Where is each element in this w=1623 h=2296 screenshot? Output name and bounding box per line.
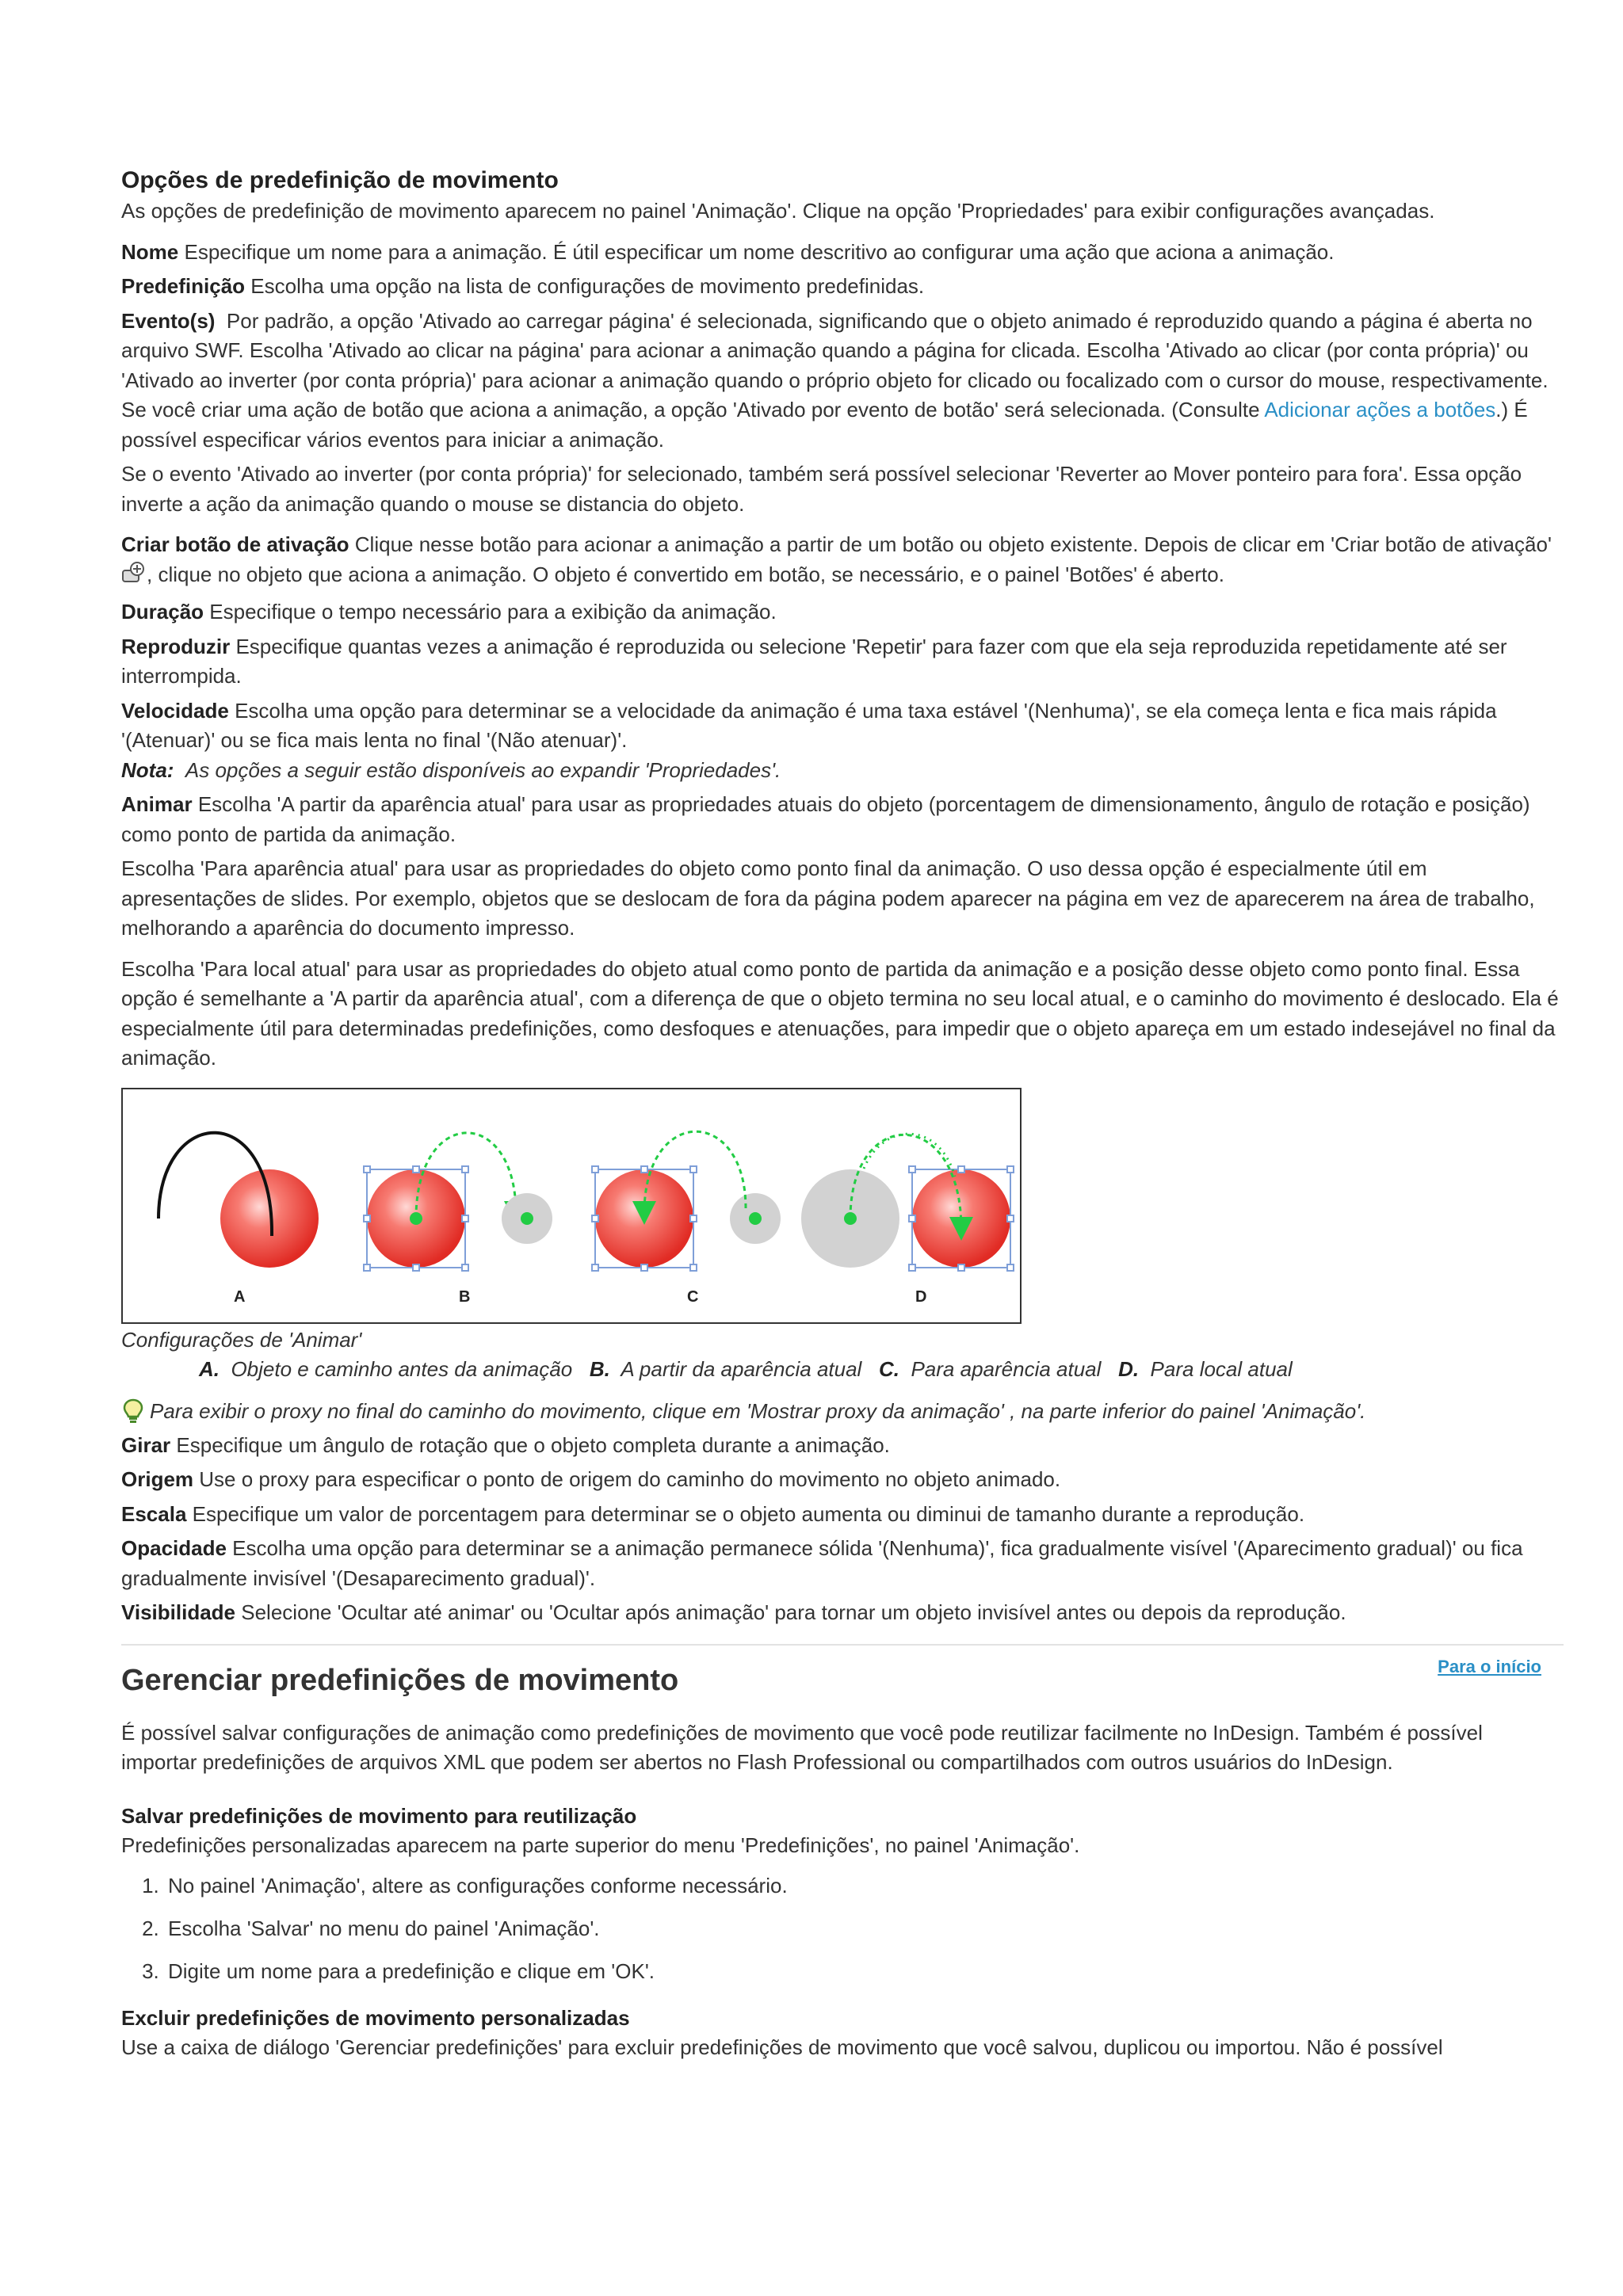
- create-button-trigger-icon: [121, 561, 147, 593]
- figure-label-b: B: [459, 1287, 471, 1306]
- term-origem: Origem: [121, 1467, 194, 1491]
- figure-panel-d: [801, 1134, 1014, 1306]
- desc-origem: Use o proxy para especificar o ponto de origem do caminho do movimento no objeto animado.: [199, 1467, 1061, 1491]
- desc-eventos-1: Por padrão, a opção 'Ativado ao carregar página' é selecionada, significando que o objeto animado é reproduzido quando a página é aberta no arquivo SWF. Escolha 'Ativado ao clicar na página' para acionar a animação quando a página for clicada. Escolha 'Ativado ao clicar (por conta própria)' ou 'Ativado ao inverter (por conta própria)' para acionar a animação quando o próprio objeto for clicado ou focalizado com o cursor do mouse, respectivamente. Se você criar uma ação de botão que aciona a animação, a opção 'Ativado por evento de botão' será selecionada. (Consulte: [121, 308, 1549, 421]
- desc-criar-botao-1: Clique nesse botão para acionar a animação a partir de um botão ou objeto existente. Depois de clicar em 'Criar botão de ativação': [354, 532, 1552, 556]
- term-duracao: Duração: [121, 600, 204, 624]
- term-animar: Animar: [121, 792, 193, 816]
- option-eventos: [121, 307, 1564, 456]
- option-nome: [121, 238, 1564, 268]
- figure-panel-b: [364, 1132, 552, 1305]
- option-visibilidade: [121, 1598, 1564, 1628]
- animar-paragraph-3: Escolha 'Para local atual' para usar as propriedades do objeto atual como ponto de partida da animação e a posição desse objeto como ponto final. Essa opção é semelhante a 'A partir da aparência atual', com a diferença de que o objeto termina no seu local atual, e o caminho do movimento é deslocado. Ela é especialmente útil para determinadas predefinições, como desfoques e atenuações, para impedir que o objeto apareça em um estado indesejável no final da animação.: [121, 956, 1559, 1070]
- desc-nome: Especifique um nome para a animação. É útil especificar um nome descritivo ao configurar uma ação que aciona a animação.: [184, 239, 1335, 264]
- legend-text-d: Para local atual: [1150, 1356, 1293, 1381]
- back-to-top-link[interactable]: Para o início: [1438, 1656, 1541, 1676]
- note-text: As opções a seguir estão disponíveis ao expandir 'Propriedades'.: [185, 757, 781, 782]
- option-criar-botao: [121, 530, 1564, 593]
- option-escala: [121, 1500, 1564, 1530]
- term-criar-botao: Criar botão de ativação: [121, 532, 349, 556]
- desc-predefinicao: Escolha uma opção na lista de configurações de movimento predefinidas.: [250, 274, 925, 298]
- figure-label-d: D: [915, 1287, 927, 1306]
- desc-reproduzir: Especifique quantas vezes a animação é reproduzida ou selecione 'Repetir' para fazer com que ela seja reproduzida repetidamente até ser interrompida.: [121, 634, 1507, 688]
- figure-caption: Configurações de 'Animar': [121, 1327, 362, 1352]
- term-predefinicao: Predefinição: [121, 274, 246, 298]
- legend-key-c: C.: [879, 1356, 900, 1381]
- desc-opacidade: Escolha uma opção para determinar se a animação permanece sólida '(Nenhuma)', fica gradualmente visível '(Aparecimento gradual)' ou fica gradualmente invisível '(Desaparecimento gradual)'.: [121, 1536, 1523, 1590]
- legend-text-b: A partir da aparência atual: [621, 1356, 862, 1381]
- desc-eventos-2: .) É possível especificar vários eventos para iniciar a animação.: [121, 398, 1528, 452]
- animar-paragraph-2: Escolha 'Para aparência atual' para usar as propriedades do objeto como ponto final da animação. O uso dessa opção é especialmente útil em apresentações de slides. Por exemplo, objetos que se deslocam de fora da página podem aparecer na página em vez de aparecerem na área de trabalho, melhorando a aparência do documento impresso.: [121, 856, 1535, 940]
- subsection-title-save: Salvar predefinições de movimento para reutilização: [121, 1803, 637, 1828]
- figure-panel-c: [592, 1131, 781, 1306]
- legend-key-a: A.: [199, 1356, 220, 1381]
- link-adicionar-acoes[interactable]: Adicionar ações a botões: [1264, 398, 1496, 421]
- lightbulb-icon: [121, 1398, 145, 1425]
- legend-key-b: B.: [589, 1356, 610, 1381]
- term-velocidade: Velocidade: [121, 698, 229, 723]
- option-velocidade: [121, 696, 1564, 756]
- section-title-manage-presets: Gerenciar predefinições de movimento: [121, 1663, 679, 1697]
- note-label: Nota:: [121, 757, 174, 782]
- term-escala: Escala: [121, 1501, 187, 1526]
- desc-criar-botao-2: , clique no objeto que aciona a animação. O objeto é convertido em botão, se necessário, e o painel 'Botões' é aberto.: [147, 562, 1224, 586]
- save-intro: Predefinições personalizadas aparecem na parte superior do menu 'Predefinições', no painel 'Animação'.: [121, 1833, 1080, 1857]
- desc-velocidade: Escolha uma opção para determinar se a velocidade da animação é uma taxa estável '(Nenhuma)', se ela começa lenta e fica mais rápida '(Atenuar)' ou se fica mais lenta no final '(Não atenuar)'.: [121, 698, 1497, 752]
- list-item: 2. Escolha 'Salvar' no menu do painel 'Animação'.: [165, 1914, 1564, 1943]
- content: [121, 165, 1564, 2063]
- animate-settings-illustration: [123, 1089, 1023, 1325]
- option-predefinicao: [121, 272, 1564, 302]
- save-steps-list: [121, 1871, 1564, 1986]
- desc-escala: Especifique um valor de porcentagem para determinar se o objeto aumenta ou diminui de tamanho durante a reprodução.: [192, 1501, 1305, 1526]
- figure-legend: [121, 1355, 1564, 1384]
- tip-text: Para exibir o proxy no final do caminho do movimento, clique em 'Mostrar proxy da animação' , na parte inferior do painel 'Animação'.: [150, 1398, 1366, 1423]
- desc-duracao: Especifique o tempo necessário para a exibição da animação.: [209, 600, 777, 624]
- legend-key-d: D.: [1118, 1356, 1140, 1381]
- term-nome: Nome: [121, 239, 179, 264]
- subsection-title-delete: Excluir predefinições de movimento personalizadas: [121, 2006, 630, 2030]
- term-girar: Girar: [121, 1432, 171, 1457]
- figure-panel-a: [158, 1132, 319, 1305]
- section-title-motion-preset-options: Opções de predefinição de movimento: [121, 167, 559, 193]
- delete-intro: Use a caixa de diálogo 'Gerenciar predefinições' para excluir predefinições de movimento que você salvou, duplicou ou importou. Não é possível: [121, 2035, 1443, 2059]
- intro-paragraph: As opções de predefinição de movimento aparecem no painel 'Animação'. Clique na opção 'Propriedades' para exibir configurações avançadas.: [121, 199, 1435, 223]
- figure-label-a: A: [234, 1287, 246, 1306]
- eventos-extra: Se o evento 'Ativado ao inverter (por conta própria)' for selecionado, também será possível selecionar 'Reverter ao Mover ponteiro para fora'. Essa opção inverte a ação da animação quando o mouse se distancia do objeto.: [121, 462, 1522, 516]
- legend-text-c: Para aparência atual: [911, 1356, 1102, 1381]
- legend-text-a: Objeto e caminho antes da animação: [231, 1356, 573, 1381]
- term-visibilidade: Visibilidade: [121, 1600, 236, 1624]
- section-divider: [121, 1644, 1564, 1676]
- option-reproduzir: [121, 632, 1564, 692]
- term-reproduzir: Reproduzir: [121, 634, 231, 658]
- desc-visibilidade: Selecione 'Ocultar até animar' ou 'Ocultar após animação' para tornar um objeto invisível antes ou depois da reprodução.: [241, 1600, 1346, 1624]
- option-girar: [121, 1431, 1564, 1461]
- desc-girar: Especifique um ângulo de rotação que o objeto completa durante a animação.: [176, 1432, 890, 1457]
- term-eventos: Evento(s): [121, 308, 216, 333]
- animate-settings-figure: [121, 1088, 1022, 1324]
- list-item: 1. No painel 'Animação', altere as configurações conforme necessário.: [165, 1871, 1564, 1901]
- option-origem: [121, 1465, 1564, 1495]
- note: [121, 756, 1564, 786]
- list-item: 3. Digite um nome para a predefinição e clique em 'OK'.: [165, 1957, 1564, 1986]
- tip: [121, 1397, 1564, 1426]
- figure-label-c: C: [687, 1287, 699, 1306]
- option-opacidade: [121, 1534, 1564, 1593]
- manage-intro: É possível salvar configurações de animação como predefinições de movimento que você pode reutilizar facilmente no InDesign. Também é possível importar predefinições de arquivos XML que podem ser abertos no Flash Professional ou compartilhados com outros usuários do InDesign.: [121, 1720, 1483, 1774]
- option-duracao: [121, 597, 1564, 627]
- option-animar: [121, 790, 1564, 849]
- term-opacidade: Opacidade: [121, 1536, 227, 1560]
- desc-animar: Escolha 'A partir da aparência atual' para usar as propriedades atuais do objeto (porcentagem de dimensionamento, ângulo de rotação e posição) como ponto de partida da animação.: [121, 792, 1530, 846]
